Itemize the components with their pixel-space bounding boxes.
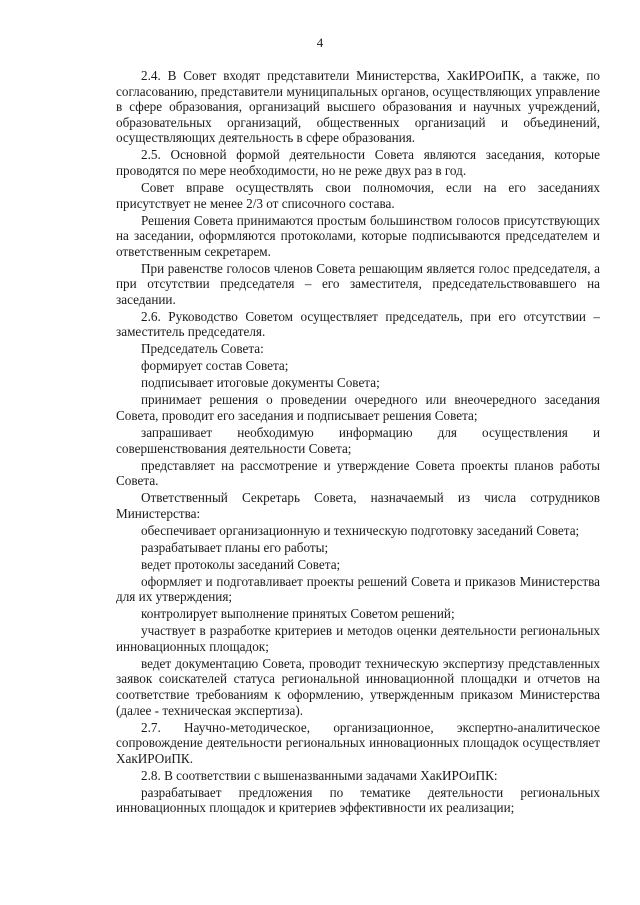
list-item: обеспечивает организационную и техническую подготовку заседаний Совета; — [141, 522, 580, 538]
list-item: принимает решения о проведении очередного или внеочередного заседания Совета, проводит его заседания и подписывает решения Совета; — [116, 392, 600, 423]
list-item: запрашивает необходимую информацию для осуществления и совершенствования деятельности Совета; — [116, 424, 600, 456]
list-item: участвует в разработке критериев и методов оценки деятельности региональных инновационных площадок; — [116, 623, 600, 654]
paragraph-2-5: 2.5. Основной формой деятельности Совета являются заседания, которые проводятся по мере необходимости, но не реже двух раз в год. — [116, 147, 600, 178]
list-item: формирует состав Совета; — [141, 358, 289, 374]
list-item: разрабатывает предложения по тематике деятельности региональных инновационных площадок и критериев эффективности их реализации; — [116, 784, 600, 816]
paragraph-quorum: Совет вправе осуществлять свои полномочия, если на его заседаниях присутствует не менее 2/3 от списочного состава. — [116, 179, 600, 211]
page-number: 4 — [316, 35, 324, 50]
list-item: представляет на рассмотрение и утверждение Совета проекты планов работы Совета. — [116, 457, 600, 489]
list-item: контролирует выполнение принятых Советом решений; — [141, 606, 455, 622]
list-item: оформляет и подготавливает проекты решений Совета и приказов Министерства для их утверждения; — [116, 573, 600, 605]
list-item: ведет документацию Совета, проводит техническую экспертизу представленных заявок соискателей статуса региональной инновационной площадки и отчетов на соответствие требованиям к оформлению, утвержденным приказом Министерства (далее - техническая экспертиза). — [116, 655, 600, 718]
paragraph-decisions: Решения Совета принимаются простым большинством голосов присутствующих на заседании, оформляются протоколами, которые подписываются председателем и ответственным секретарем. — [116, 212, 600, 259]
paragraph-chairman-heading: Председатель Совета: — [141, 341, 264, 357]
paragraph-2-6: 2.6. Руководство Советом осуществляет председатель, при его отсутствии – заместитель председателя. — [116, 308, 600, 340]
paragraph-2-4: 2.4. В Совет входят представители Министерства, ХакИРОиПК, а также, по согласованию, представители муниципальных органов, осуществляющих управление в сфере образования, организаций высшего образования и научных учреждений, образовательных организаций, общественных организаций и объединений, осуществляющих деятельность в сфере образования. — [116, 68, 600, 146]
paragraph-tie-vote: При равенстве голосов членов Совета решающим является голос председателя, а при отсутствии председателя – его заместителя, председательствовавшего на заседании. — [116, 260, 600, 307]
paragraph-2-7: 2.7. Научно-методическое, организационное, экспертно-аналитическое сопровождение деятельности региональных инновационных площадок осуществляет ХакИРОиПК. — [116, 719, 600, 766]
document-body — [116, 68, 600, 817]
paragraph-secretary-heading: Ответственный Секретарь Совета, назначаемый из числа сотрудников Министерства: — [116, 490, 600, 521]
list-item: разрабатывает планы его работы; — [141, 539, 329, 555]
paragraph-2-8: 2.8. В соответствии с вышеназванными задачами ХакИРОиПК: — [141, 767, 498, 783]
list-item: ведет протоколы заседаний Совета; — [141, 556, 341, 572]
list-item: подписывает итоговые документы Совета; — [141, 375, 380, 391]
